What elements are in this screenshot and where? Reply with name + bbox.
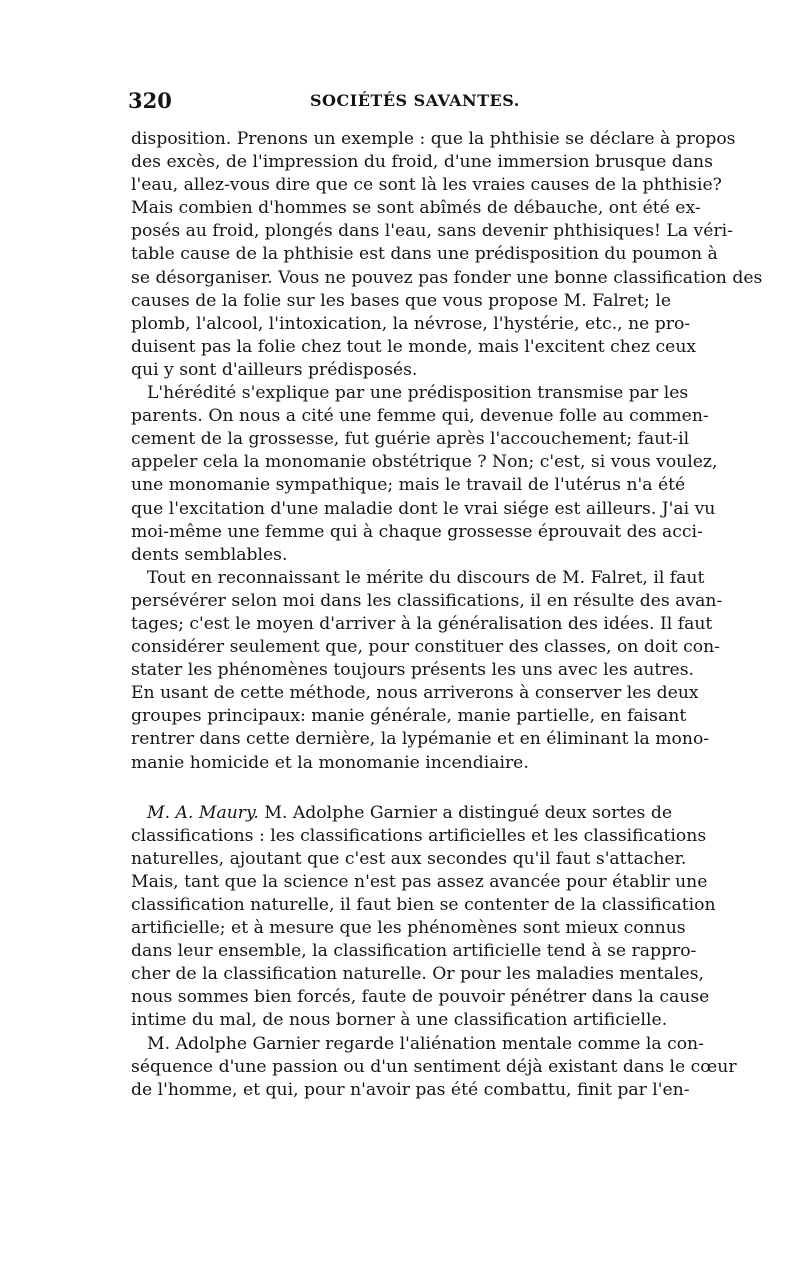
text-line: appeler cela la monomanie obstétrique ? Non; c'est, si vous voulez, [131,452,718,473]
text-line: Mais, tant que la science n'est pas assez avancée pour établir une [131,871,708,892]
speaker-name: M. A. Maury. [147,802,259,823]
text-line: que l'excitation d'une maladie dont le vrai siége est ailleurs. J'ai vu [131,498,716,519]
text-line: persévérer selon moi dans les classifications, il en résulte des avan- [131,590,723,611]
text-line: posés au froid, plongés dans l'eau, sans devenir phthisiques! La véri- [131,221,733,242]
text-line: moi-même une femme qui à chaque grossesse éprouvait des acci- [131,521,703,542]
paragraph-5 [131,1033,737,1102]
paragraph-3 [131,567,723,775]
text-line: M. Adolphe Garnier regarde l'aliénation mentale comme la con- [147,1033,704,1054]
text-line: classifications : les classifications artificielles et les classifications [131,825,707,846]
text-line: dans leur ensemble, la classification artificielle tend à se rappro- [131,941,697,962]
text-line: plomb, l'alcool, l'intoxication, la névrose, l'hystérie, etc., ne pro- [131,313,691,334]
text-line: qui y sont d'ailleurs prédisposés. [131,359,418,380]
running-head [128,88,668,116]
text-line [131,802,671,825]
text-line: dents semblables. [131,544,288,565]
text-line: stater les phénomènes toujours présents les uns avec les autres. [131,660,694,681]
text-line: table cause de la phthisie est dans une prédisposition du poumon à [131,244,718,265]
text-line: séquence d'une passion ou d'un sentiment déjà existant dans le cœur [131,1056,737,1077]
text-line: disposition. Prenons un exemple : que la phthisie se déclare à propos [131,129,736,149]
text-line: duisent pas la folie chez tout le monde, mais l'excitent chez ceux [131,336,697,357]
text-line: une monomanie sympathique; mais le travail de l'utérus n'a été [131,475,686,496]
section-gap [131,775,671,802]
text-line: En usant de cette méthode, nous arriverons à conserver les deux [131,683,699,704]
text-line: artificielle; et à mesure que les phénomènes sont mieux connus [131,918,686,939]
text-line: des excès, de l'impression du froid, d'une immersion brusque dans [131,152,713,173]
body-text [131,128,763,1102]
text-line: de l'homme, et qui, pour n'avoir pas été combattu, finit par l'en- [131,1079,690,1100]
text-line: cement de la grossesse, fut guérie après l'accouchement; faut-il [131,429,690,450]
text-line: cher de la classification naturelle. Or pour les maladies mentales, [131,964,705,985]
page-number: 320 [128,88,172,113]
paragraph-2 [131,382,718,567]
text-line-rest: M. Adolphe Garnier a distingué deux sortes de [258,802,672,823]
text-line: se désorganiser. Vous ne pouvez pas fonder une bonne classification des [131,267,763,288]
text-line: naturelles, ajoutant que c'est aux secondes qu'il faut s'attacher. [131,848,687,869]
text-line: Mais combien d'hommes se sont abîmés de débauche, ont été ex- [131,198,701,219]
text-line: l'eau, allez-vous dire que ce sont là les vraies causes de la phthisie? [131,175,722,196]
running-title: SOCIÉTÉS SAVANTES. [310,91,520,110]
text-line: parents. On nous a cité une femme qui, devenue folle au commen- [131,406,709,427]
text-line: rentrer dans cette dernière, la lypémanie et en éliminant la mono- [131,729,710,750]
text-line: groupes principaux: manie générale, manie partielle, en faisant [131,706,687,727]
text-line: tages; c'est le moyen d'arriver à la généralisation des idées. Il faut [131,613,713,634]
text-line: classification naturelle, il faut bien se contenter de la classification [131,895,716,915]
text-line: considérer seulement que, pour constituer des classes, on doit con- [131,637,720,658]
paragraph-4 [131,802,716,1033]
text-line: L'hérédité s'explique par une prédisposition transmise par les [147,383,689,404]
paragraph-1 [131,128,763,382]
text-line: intime du mal, de nous borner à une classification artificielle. [131,1010,668,1031]
text-line: Tout en reconnaissant le mérite du discours de M. Falret, il faut [147,567,705,588]
text-line: nous sommes bien forcés, faute de pouvoir pénétrer dans la cause [131,987,710,1008]
text-line: manie homicide et la monomanie incendiaire. [131,752,529,773]
text-line: causes de la folie sur les bases que vous propose M. Falret; le [131,290,671,311]
